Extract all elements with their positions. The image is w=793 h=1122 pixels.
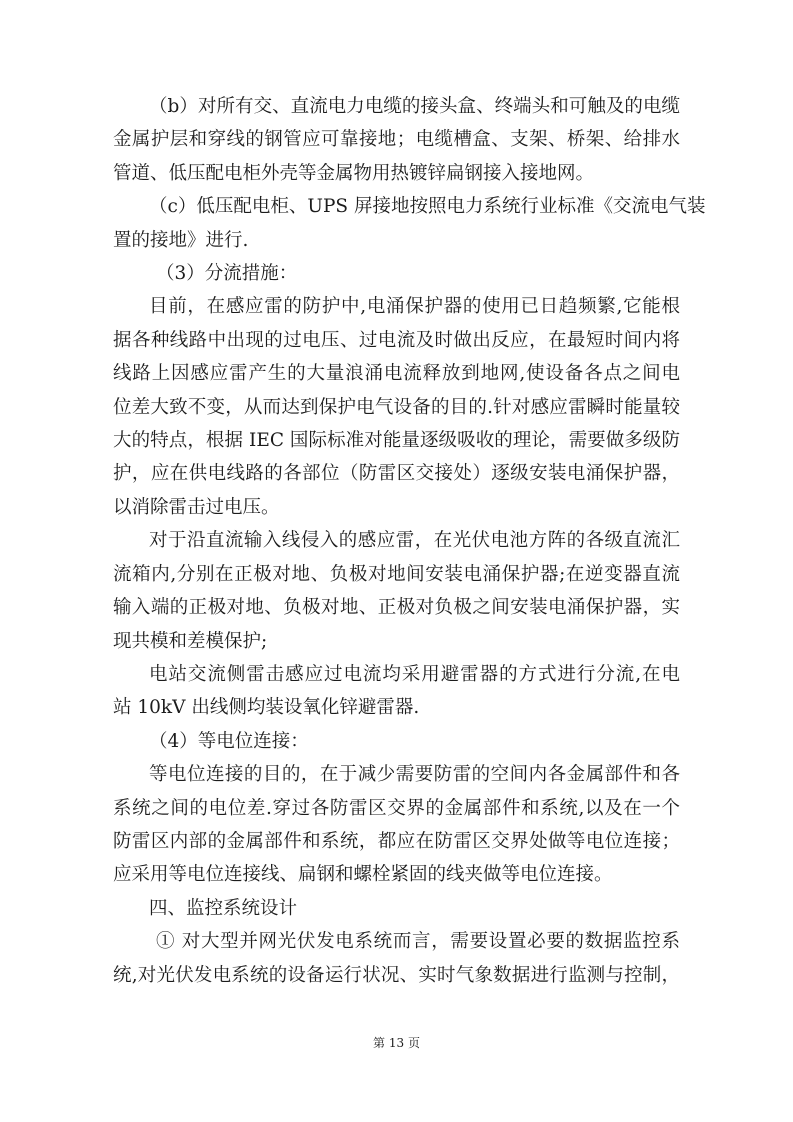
text-line: 据各种线路中出现的过电压、过电流及时做出反应，在最短时间内将 xyxy=(113,329,680,351)
section-heading-equipotential xyxy=(113,725,680,758)
section-heading: 四、监控系统设计 xyxy=(149,897,298,919)
text-line: 站 10kV 出线侧均装设氧化锌避雷器. xyxy=(113,697,420,719)
text-line: 以消除雷击过电压。 xyxy=(113,496,280,518)
text-line: 线路上因感应雷产生的大量浪涌电流释放到地网,使设备各点之间电 xyxy=(113,363,680,385)
text-line: 对于沿直流输入线侵入的感应雷，在光伏电池方阵的各级直流汇 xyxy=(149,530,680,552)
text-line: 电站交流侧雷击感应过电流均采用避雷器的方式进行分流,在电 xyxy=(149,663,680,685)
section-heading-shunt-measures xyxy=(113,257,680,290)
text-line: 管道、低压配电柜外壳等金属物用热镀锌扁钢接入接地网。 xyxy=(113,162,595,184)
body-text xyxy=(113,90,706,992)
text-line: 金属护层和穿线的钢管应可靠接地；电缆槽盒、支架、桥架、给排水 xyxy=(113,129,680,151)
page-number: 第 13 页 xyxy=(373,1036,420,1050)
text-line: 位差大致不变，从而达到保护电气设备的目的.针对感应雷瞬时能量较 xyxy=(113,396,680,418)
section-heading: （3）分流措施： xyxy=(156,263,298,285)
paragraph-grounding-b xyxy=(113,90,680,190)
paragraph-ac-side xyxy=(113,658,680,725)
text-line: 应采用等电位连接线、扁钢和螺栓紧固的线夹做等电位连接。 xyxy=(113,864,613,886)
section-heading: （4）等电位连接： xyxy=(149,730,309,752)
section-heading-monitoring xyxy=(113,892,680,925)
text-line: （c）低压配电柜、UPS 屏接地按照电力系统行业标准《交流电气装 xyxy=(149,196,706,218)
text-line: 目前，在感应雷的防护中,电涌保护器的使用已日趋频繁,它能根 xyxy=(149,296,680,318)
text-line: 等电位连接的目的，在于减少需要防雷的空间内各金属部件和各 xyxy=(149,764,680,786)
paragraph-grounding-c xyxy=(113,190,706,257)
text-line: 大的特点，根据 IEC 国际标准对能量逐级吸收的理论，需要做多级防 xyxy=(113,430,680,452)
text-line: （b）对所有交、直流电力电缆的接头盒、终端头和可触及的电缆 xyxy=(149,96,680,117)
text-line: ① 对大型并网光伏发电系统而言，需要设置必要的数据监控系 xyxy=(156,931,680,953)
text-line: 现共模和差模保护; xyxy=(113,630,268,652)
text-line: 护，应在供电线路的各部位（防雷区交接处）逐级安装电涌保护器， xyxy=(113,463,680,485)
text-line: 置的接地》进行. xyxy=(113,229,249,251)
text-line: 防雷区内部的金属部件和系统，都应在防雷区交界处做等电位连接； xyxy=(113,830,680,852)
paragraph-monitoring-1 xyxy=(113,925,680,992)
text-line: 系统之间的电位差.穿过各防雷区交界的金属部件和系统,以及在一个 xyxy=(113,797,680,819)
paragraph-dc-input xyxy=(113,524,680,658)
text-line: 统,对光伏发电系统的设备运行状况、实时气象数据进行监测与控制， xyxy=(113,964,680,986)
paragraph-equipotential xyxy=(113,758,680,892)
paragraph-surge-protection xyxy=(113,290,680,524)
text-line: 输入端的正极对地、负极对地、正极对负极之间安装电涌保护器，实 xyxy=(113,597,680,619)
text-line: 流箱内,分别在正极对地、负极对地间安装电涌保护器;在逆变器直流 xyxy=(113,563,680,585)
